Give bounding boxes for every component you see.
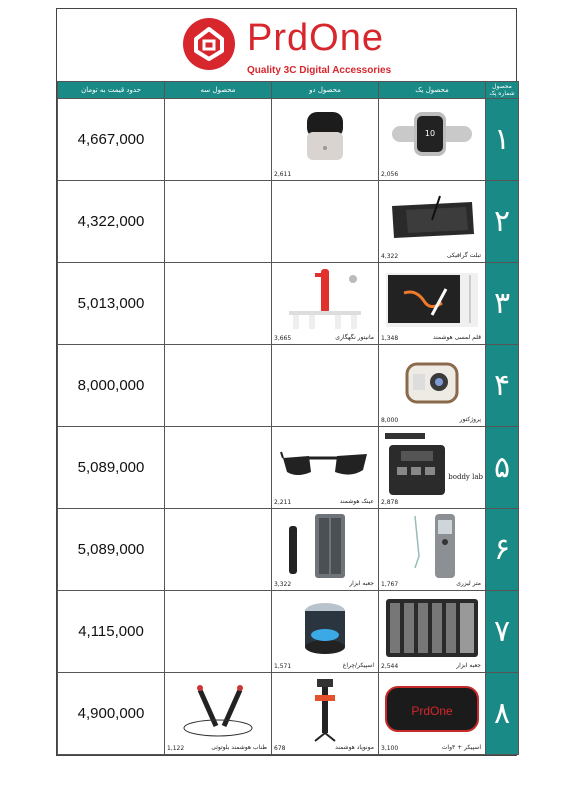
table-row (58, 263, 519, 345)
smart-glasses-icon (279, 444, 371, 484)
table-row (58, 509, 519, 591)
table-row (58, 181, 519, 263)
product2-cell: 1,571 اسپیکر/چراغ (272, 591, 379, 673)
pack-number: ۶ (486, 509, 519, 591)
pack-number: ۲ (486, 181, 519, 263)
header-product3: محصول سه (165, 82, 272, 99)
logo-area (57, 9, 516, 82)
pack-price: 4,115,000 (58, 591, 165, 673)
product3-cell (165, 509, 272, 591)
pack-number: ۷ (486, 591, 519, 673)
product2-cell: 678 مونوپاد هوشمند (272, 673, 379, 755)
product2-cell: 3,665 مانیتور نگهگاری (272, 263, 379, 345)
price-sheet (56, 8, 517, 756)
product2-cell: 2,611 (272, 99, 379, 181)
header-product1: محصول یک (379, 82, 486, 99)
table-row (58, 427, 519, 509)
product3-cell: 1,122 طناب هوشمند بلوتوثی (165, 673, 272, 755)
product1-cell: 8,000 پروژکتور (379, 345, 486, 427)
header-pack-number: محصول شماره پک (486, 82, 519, 99)
speaker-lamp-icon (302, 599, 348, 657)
product3-cell (165, 345, 272, 427)
table-row (58, 345, 519, 427)
product3-cell (165, 427, 272, 509)
pack-number: ۳ (486, 263, 519, 345)
pack-price: 5,089,000 (58, 509, 165, 591)
product2-cell (272, 345, 379, 427)
jump-rope-icon (180, 680, 256, 740)
brand-logo-icon (182, 17, 236, 71)
carry-case-icon (384, 683, 480, 737)
table-row (58, 591, 519, 673)
header-price: حدود قیمت به تومان (58, 82, 165, 99)
svg-text:PrdOne: PrdOne (411, 704, 453, 719)
laser-meter-icon (397, 512, 467, 580)
product1-cell: 2,544 جعبه ابزار (379, 591, 486, 673)
smartwatch-icon (392, 106, 472, 166)
product3-cell (165, 263, 272, 345)
pack-price: 4,667,000 (58, 99, 165, 181)
price-table (57, 81, 519, 755)
pack-price: 5,089,000 (58, 427, 165, 509)
tool-case-icon (384, 597, 480, 659)
product1-cell: boddy lab 2,878 (379, 427, 486, 509)
product2-cell: 3,322 جعبه ابزار (272, 509, 379, 591)
product2-cell (272, 181, 379, 263)
product3-cell (165, 181, 272, 263)
graphic-tablet-icon (386, 194, 478, 242)
pack-price: 4,900,000 (58, 673, 165, 755)
brand-name: PrdOne (247, 17, 384, 59)
projector-icon (403, 356, 461, 408)
pack-number: ۵ (486, 427, 519, 509)
header-product2: محصول دو (272, 82, 379, 99)
phone-holder-icon (285, 267, 365, 333)
pack-price: 5,013,000 (58, 263, 165, 345)
scale-icon (381, 431, 461, 497)
product3-cell (165, 591, 272, 673)
pack-price: 8,000,000 (58, 345, 165, 427)
pack-number: ۸ (486, 673, 519, 755)
table-row (58, 99, 519, 181)
svg-text:10: 10 (424, 129, 436, 139)
product1-cell: 1,767 متر لیزری (379, 509, 486, 591)
table-row (58, 673, 519, 755)
pack-number: ۱ (486, 99, 519, 181)
selfie-stick-icon (305, 677, 345, 743)
product1-cell: 1,348 قلم لمسی هوشمند (379, 263, 486, 345)
pack-price: 4,322,000 (58, 181, 165, 263)
stylus-icon (384, 271, 480, 329)
product3-cell (165, 99, 272, 181)
pack-number: ۴ (486, 345, 519, 427)
product1-cell: PrdOne 3,100 اسپیکر + ۳وات (379, 673, 486, 755)
shaver-icon (303, 108, 347, 164)
brand-tagline: Quality 3C Digital Accessories (247, 65, 392, 76)
product2-cell: 2,211 عینک هوشمند (272, 427, 379, 509)
screwdriver-kit-icon (285, 512, 365, 580)
header-row (58, 82, 519, 99)
product1-cell: 4,322 تبلت گرافیکی (379, 181, 486, 263)
product1-cell: 10 2,056 (379, 99, 486, 181)
